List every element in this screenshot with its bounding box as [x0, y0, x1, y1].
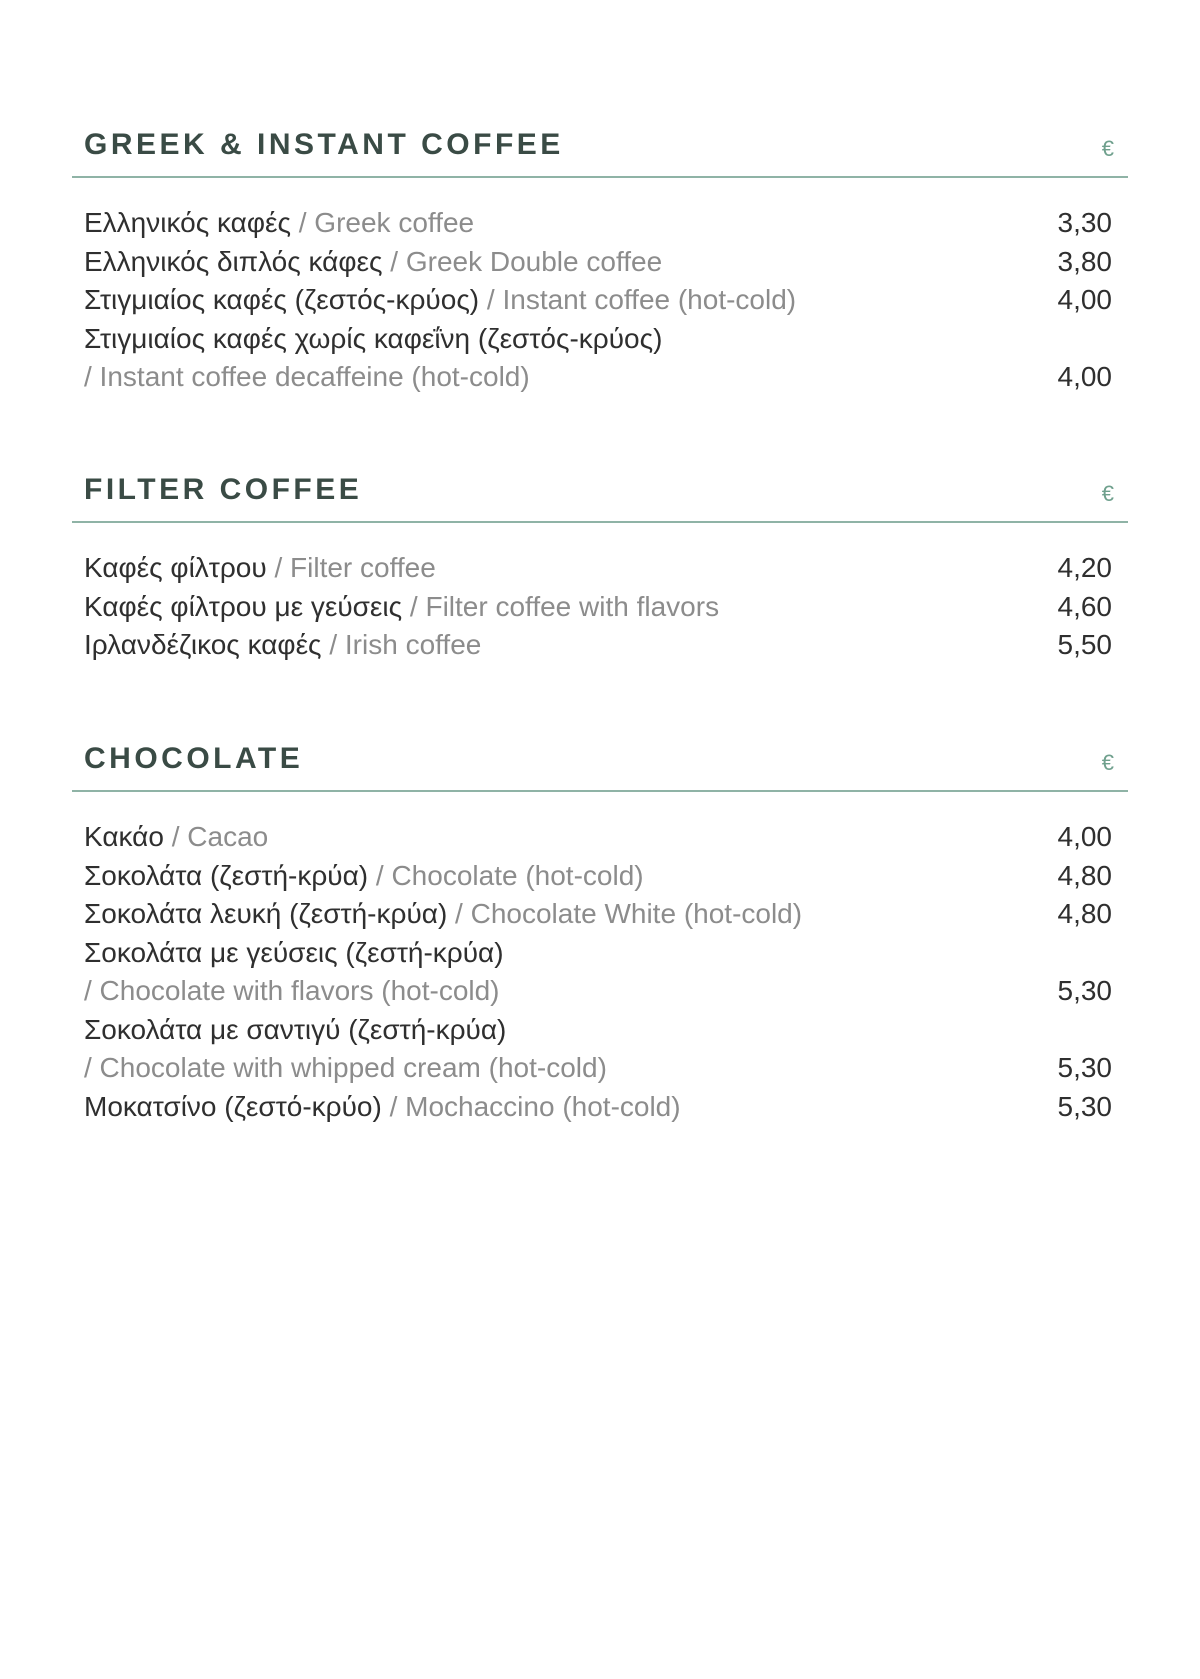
item-name-greek: Κακάο — [84, 821, 164, 852]
item-name-english: / Filter coffee with flavors — [402, 590, 720, 622]
item-name-greek: Μοκατσίνο (ζεστό-κρύο) — [84, 1090, 382, 1122]
menu-item — [72, 857, 1128, 896]
item-price: 5,50 — [1057, 629, 1112, 660]
menu-item — [72, 895, 1128, 934]
currency-symbol: € — [1101, 136, 1114, 161]
item-name-greek: Στιγμιαίος καφές (ζεστός-κρύος) — [84, 284, 480, 315]
item-price: 5,30 — [1057, 1052, 1112, 1083]
menu-item — [72, 1011, 1128, 1088]
menu-item-list — [72, 792, 1128, 1126]
item-price: 4,00 — [1057, 821, 1112, 852]
menu-item-list — [72, 523, 1128, 665]
item-price: 5,30 — [1057, 975, 1112, 1006]
section-title: FILTER COFFEE — [84, 473, 363, 506]
item-price: 4,00 — [1057, 361, 1112, 392]
currency-symbol: € — [1101, 750, 1114, 775]
item-name-english: / Irish coffee — [321, 629, 482, 660]
item-name-greek: Στιγμιαίος καφές χωρίς καφεΐνη (ζεστός-κρύος) — [84, 322, 663, 354]
menu-item — [72, 934, 1128, 1011]
item-name-greek: Ελληνικός διπλός κάφες — [84, 245, 383, 277]
item-name-english: / Chocolate with whipped cream (hot-cold) — [84, 1052, 607, 1083]
item-price: 5,30 — [1057, 1090, 1112, 1122]
item-name-english: / Cacao — [163, 821, 269, 852]
item-price: 4,80 — [1057, 898, 1112, 929]
menu-item — [72, 1088, 1128, 1127]
item-name-english: / Chocolate (hot-cold) — [368, 859, 644, 891]
item-price: 3,30 — [1057, 207, 1112, 238]
section-header — [72, 128, 1128, 178]
section-chocolate — [72, 742, 1128, 1126]
item-price: 4,00 — [1057, 284, 1112, 315]
item-name-english: / Filter coffee — [266, 552, 436, 583]
item-name-greek: Ιρλανδέζικος καφές — [84, 629, 322, 660]
item-price: 4,20 — [1057, 552, 1112, 583]
section-greek-instant-coffee — [72, 128, 1128, 397]
item-price: 4,60 — [1057, 590, 1112, 622]
menu-item — [72, 588, 1128, 627]
menu-item — [72, 320, 1128, 397]
currency-symbol: € — [1101, 481, 1114, 506]
item-name-greek: Καφές φίλτρου με γεύσεις — [84, 590, 403, 622]
item-name-english: / Greek Double coffee — [382, 245, 663, 277]
menu-item — [72, 204, 1128, 243]
item-name-greek: Σοκολάτα με γεύσεις (ζεστή-κρύα) — [84, 936, 504, 968]
menu-item — [72, 243, 1128, 282]
menu-item — [72, 818, 1128, 857]
item-name-english: / Chocolate with flavors (hot-cold) — [84, 975, 500, 1006]
section-title: GREEK & INSTANT COFFEE — [84, 128, 564, 161]
section-header — [72, 742, 1128, 792]
menu-item — [72, 281, 1128, 320]
item-name-english: / Chocolate White (hot-cold) — [447, 898, 803, 929]
item-name-greek: Καφές φίλτρου — [84, 552, 267, 583]
item-name-greek: Σοκολάτα με σαντιγύ (ζεστή-κρύα) — [84, 1013, 507, 1045]
menu-item-list — [72, 178, 1128, 397]
item-name-greek: Σοκολάτα λευκή (ζεστή-κρύα) — [84, 898, 448, 929]
menu-item — [72, 549, 1128, 588]
item-name-english: / Greek coffee — [290, 207, 475, 238]
item-price: 3,80 — [1057, 245, 1112, 277]
section-filter-coffee — [72, 473, 1128, 665]
item-name-greek: Σοκολάτα (ζεστή-κρύα) — [84, 859, 369, 891]
section-header — [72, 473, 1128, 523]
section-title: CHOCOLATE — [84, 742, 304, 775]
item-name-english: / Mochaccino (hot-cold) — [381, 1090, 681, 1122]
menu-item — [72, 626, 1128, 665]
item-name-english: / Instant coffee decaffeine (hot-cold) — [84, 361, 530, 392]
item-name-greek: Ελληνικός καφές — [84, 207, 291, 238]
item-name-english: / Instant coffee (hot-cold) — [479, 284, 797, 315]
item-price: 4,80 — [1057, 859, 1112, 891]
